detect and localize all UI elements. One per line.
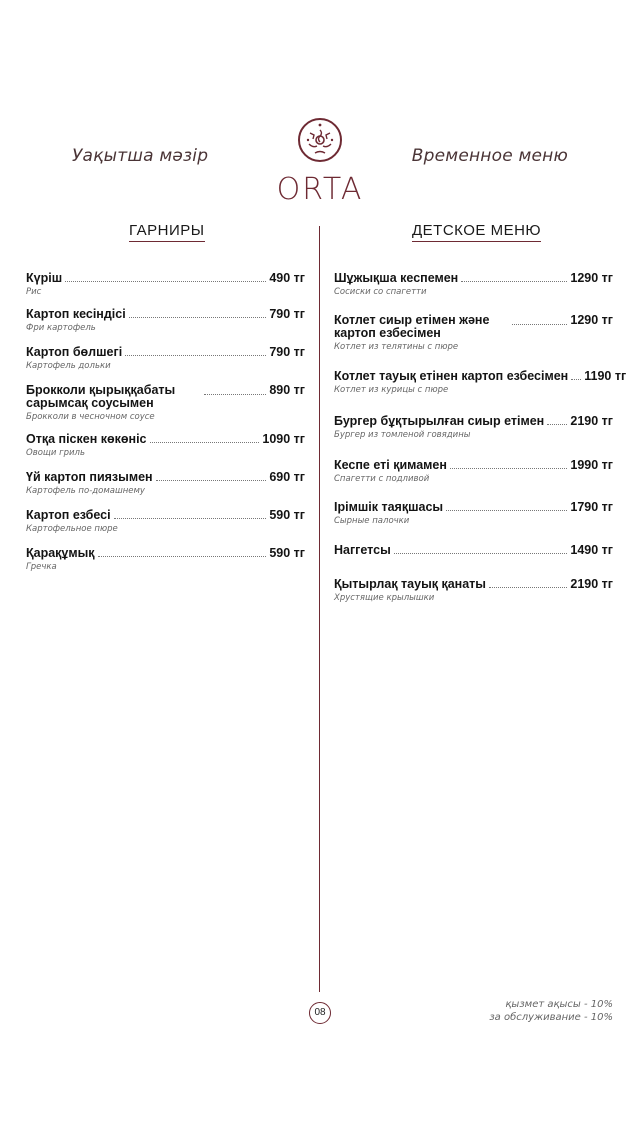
item-price: 590 тг <box>269 508 305 522</box>
menu-item <box>334 501 613 526</box>
item-name: Картоп кесіндісі <box>26 307 126 321</box>
item-price: 690 тг <box>269 470 305 484</box>
menu-item <box>334 369 627 395</box>
leader-dots <box>156 480 267 481</box>
item-name: Үй картоп пиязымен <box>26 470 153 484</box>
item-name: Брокколи қырыққабаты сарымсақ соусымен <box>26 383 176 410</box>
column-divider <box>319 226 320 992</box>
item-name: Ірімшік таяқшасы <box>334 500 444 514</box>
item-name: Бургер бұқтырылған сиыр етімен <box>334 414 545 428</box>
menu-item <box>334 544 613 557</box>
ornament-circle-icon <box>268 116 372 176</box>
item-price: 2190 тг <box>570 414 613 428</box>
menu-item <box>334 272 613 297</box>
leader-dots <box>129 317 267 318</box>
leader-dots <box>461 281 567 282</box>
item-price: 1990 тг <box>570 458 613 472</box>
item-translation: Сосиски со спагетти <box>334 287 427 297</box>
item-price: 1190 тг <box>584 369 627 383</box>
menu-item <box>334 314 613 352</box>
leader-dots <box>489 587 567 588</box>
menu-item <box>26 384 305 422</box>
leader-dots <box>450 468 567 469</box>
leader-dots <box>394 553 568 554</box>
item-name: Отқа піскен көкөніс <box>26 432 147 446</box>
leader-dots <box>547 424 567 425</box>
item-name: Күріш <box>26 271 63 285</box>
leader-dots <box>125 355 266 356</box>
menu-item <box>26 547 305 572</box>
item-name: Қарақұмық <box>26 546 95 560</box>
item-translation: Гречка <box>26 562 57 572</box>
item-translation: Картофельное пюре <box>26 524 118 534</box>
service-charge-ru: за обслуживание - 10% <box>489 1012 613 1023</box>
item-price: 1290 тг <box>570 313 613 327</box>
item-name: Шұжықша кеспемен <box>334 271 459 285</box>
menu-item <box>334 459 613 484</box>
menu-item <box>26 471 305 496</box>
page-number: 08 <box>309 1002 331 1024</box>
item-translation: Брокколи в чесночном соусе <box>26 412 155 422</box>
item-translation: Рис <box>26 287 42 297</box>
item-translation: Хрустящие крылышки <box>334 593 435 603</box>
item-name: Кеспе еті қимамен <box>334 458 447 472</box>
menu-item <box>26 272 305 297</box>
menu-item <box>26 433 305 458</box>
item-name: Картоп езбесі <box>26 508 111 522</box>
service-charge-note <box>489 998 613 1024</box>
menu-item <box>334 578 613 603</box>
leader-dots <box>114 518 267 519</box>
kids-section-title: ДЕТСКОЕ МЕНЮ <box>412 222 541 242</box>
orta-logo <box>268 116 372 208</box>
item-translation: Сырные палочки <box>334 516 410 526</box>
item-price: 1090 тг <box>262 432 305 446</box>
item-translation: Котлет из телятины с пюре <box>334 342 459 352</box>
item-price: 490 тг <box>269 271 305 285</box>
item-name: Картоп бөлшегі <box>26 345 123 359</box>
item-price: 790 тг <box>269 307 305 321</box>
item-translation: Бургер из томленой говядины <box>334 430 471 440</box>
item-price: 790 тг <box>269 345 305 359</box>
item-translation: Картофель по-домашнему <box>26 486 145 496</box>
menu-item <box>26 346 305 371</box>
leader-dots <box>98 556 267 557</box>
menu-item <box>334 415 613 440</box>
logo-wordmark: ORTA <box>276 172 364 207</box>
header-title-ru: Временное меню <box>411 146 568 166</box>
garnish-section-title: ГАРНИРЫ <box>129 222 205 242</box>
item-name: Котлет тауық етінен картоп езбесімен <box>334 369 569 383</box>
item-price: 590 тг <box>269 546 305 560</box>
menu-item <box>26 509 305 534</box>
leader-dots <box>204 394 266 395</box>
leader-dots <box>65 281 266 282</box>
item-translation: Спагетти с подливой <box>334 474 430 484</box>
item-price: 1290 тг <box>570 271 613 285</box>
menu-item <box>26 308 305 333</box>
leader-dots <box>150 442 260 443</box>
item-translation: Котлет из курицы с пюре <box>334 385 449 395</box>
leader-dots <box>571 379 581 380</box>
item-translation: Овощи гриль <box>26 448 85 458</box>
item-name: Наггетсы <box>334 543 391 557</box>
item-translation: Картофель дольки <box>26 361 111 371</box>
service-charge-kz: қызмет ақысы - 10% <box>505 999 613 1010</box>
item-name: Котлет сиыр етімен және картоп езбесімен <box>334 313 490 340</box>
item-price: 1490 тг <box>570 543 613 557</box>
item-price: 890 тг <box>269 383 305 397</box>
item-translation: Фри картофель <box>26 323 96 333</box>
item-price: 2190 тг <box>570 577 613 591</box>
leader-dots <box>512 324 567 325</box>
item-price: 1790 тг <box>570 500 613 514</box>
header-title-kz: Уақытша мәзір <box>72 146 209 166</box>
leader-dots <box>446 510 567 511</box>
item-name: Қытырлақ тауық қанаты <box>334 577 486 591</box>
